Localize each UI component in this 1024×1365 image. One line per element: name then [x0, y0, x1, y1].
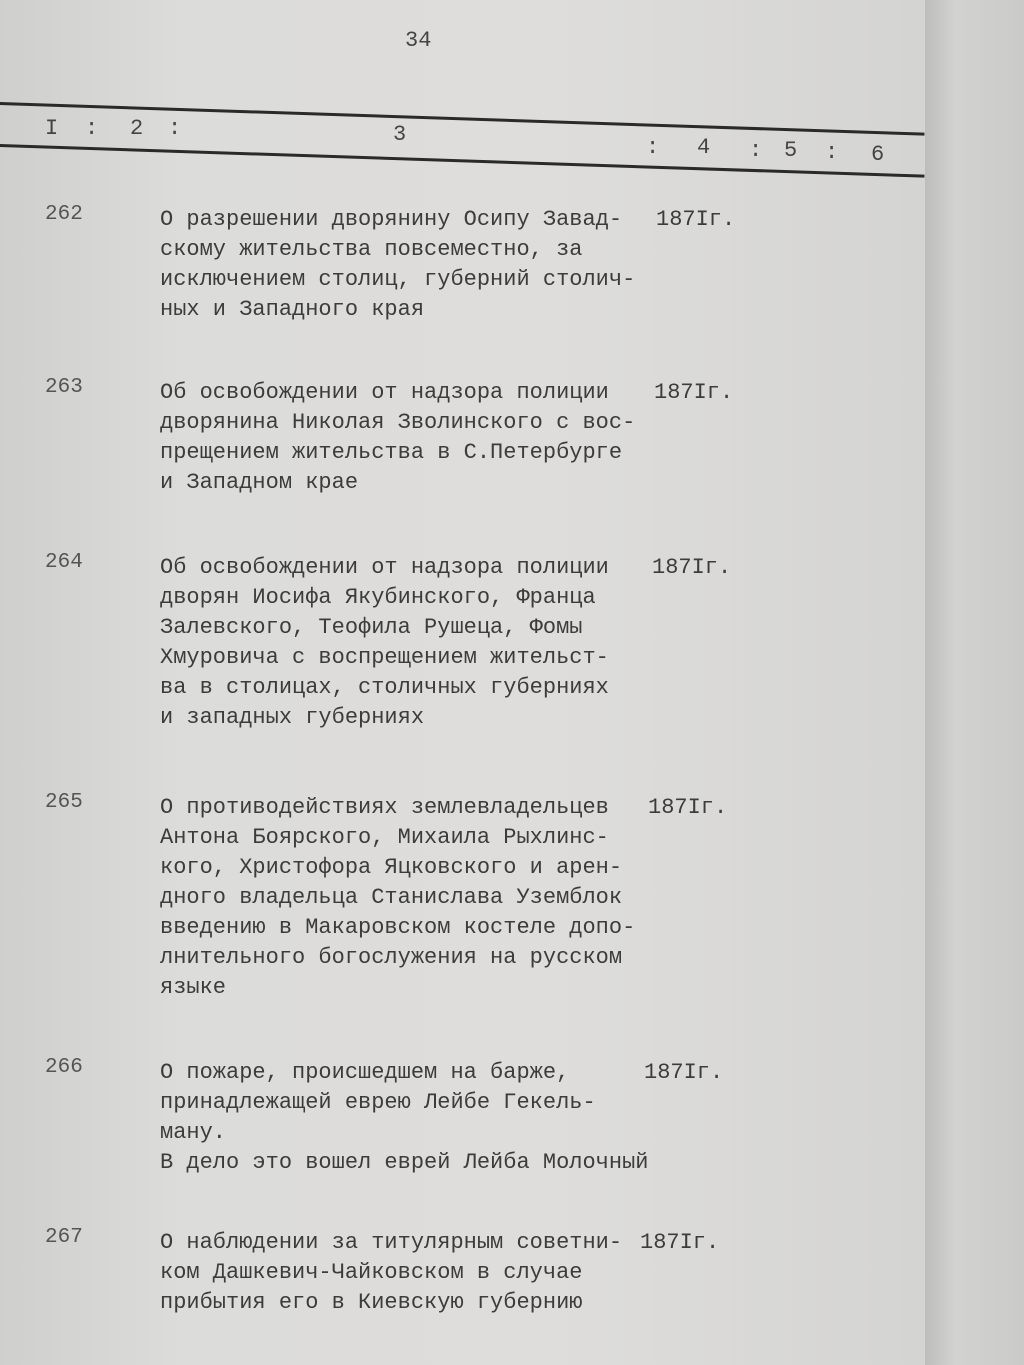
entry-number: 263 — [45, 376, 83, 399]
underlying-page-edge — [925, 0, 1024, 1365]
entry-description — [160, 1058, 648, 1178]
description-line: Залевского, Теофила Рушеца, Фомы — [160, 615, 583, 640]
description-line: и Западном крае — [160, 470, 359, 495]
entry-year: 187Iг. — [654, 380, 734, 405]
description-line: О разрешении дворянину Осипу Завад- — [160, 207, 623, 232]
description-line: дного владельца Станислава Уземблок — [160, 885, 623, 910]
description-line: прибытия его в Киевскую губернию — [160, 1290, 583, 1315]
description-line: и западных губерниях — [160, 705, 425, 730]
description-line: скому жительства повсеместно, за — [160, 237, 583, 262]
column-separator: : — [825, 140, 839, 165]
description-line: ва в столицах, столичных губерниях — [160, 675, 609, 700]
description-line: О пожаре, происшедшем на барже, — [160, 1060, 570, 1085]
column-4-header: 4 — [697, 135, 711, 160]
description-line: В дело это вошел еврей Лейба Молочный — [160, 1150, 649, 1175]
entry-year: 187Iг. — [652, 555, 732, 580]
column-separator: : — [646, 135, 660, 160]
entry-year: 187Iг. — [648, 795, 728, 820]
description-line: Об освобождении от надзора полиции — [160, 380, 609, 405]
description-line: О наблюдении за титулярным советни- — [160, 1230, 623, 1255]
column-6-header: 6 — [871, 142, 885, 167]
column-1-header: I — [45, 116, 59, 141]
description-line: дворян Иосифа Якубинского, Франца — [160, 585, 596, 610]
entry-number: 264 — [45, 551, 83, 574]
column-separator: : — [749, 138, 763, 163]
description-line: Антона Боярского, Михаила Рыхлинс- — [160, 825, 609, 850]
column-separator: : — [168, 116, 182, 141]
entry-number: 265 — [45, 791, 83, 814]
entry-number: 262 — [45, 203, 83, 226]
description-line: кого, Христофора Яцковского и арен- — [160, 855, 623, 880]
description-line: прещением жительства в С.Петербурге — [160, 440, 623, 465]
description-line: ком Дашкевич-Чайковском в случае — [160, 1260, 583, 1285]
description-line: ных и Западного края — [160, 297, 425, 322]
column-separator: : — [85, 116, 99, 141]
entry-description — [160, 1228, 622, 1318]
entry-description — [160, 553, 609, 733]
column-2-header: 2 — [130, 116, 144, 141]
description-line: исключением столиц, губерний столич- — [160, 267, 636, 292]
column-3-header: 3 — [393, 122, 407, 147]
entry-description — [160, 205, 635, 325]
description-line: Об освобождении от надзора полиции — [160, 555, 609, 580]
description-line: Хмуровича с воспрещением жительст- — [160, 645, 609, 670]
entry-number: 267 — [45, 1226, 83, 1249]
entry-year: 187Iг. — [640, 1230, 720, 1255]
entry-year: 187Iг. — [656, 207, 736, 232]
description-line: языке — [160, 975, 227, 1000]
description-line: введению в Макаровском костеле допо- — [160, 915, 636, 940]
entry-number: 266 — [45, 1056, 83, 1079]
column-5-header: 5 — [784, 138, 798, 163]
entry-description — [160, 378, 635, 498]
description-line: принадлежащей еврею Лейбе Гекель- — [160, 1090, 596, 1115]
description-line: дворянина Николая Зволинского с вос- — [160, 410, 636, 435]
description-line: лнительного богослужения на русском — [160, 945, 623, 970]
entry-description — [160, 793, 635, 1003]
description-line: О противодействиях землевладельцев — [160, 795, 609, 820]
entry-year: 187Iг. — [644, 1060, 724, 1085]
description-line: ману. — [160, 1120, 227, 1145]
page-number: 34 — [405, 28, 432, 53]
